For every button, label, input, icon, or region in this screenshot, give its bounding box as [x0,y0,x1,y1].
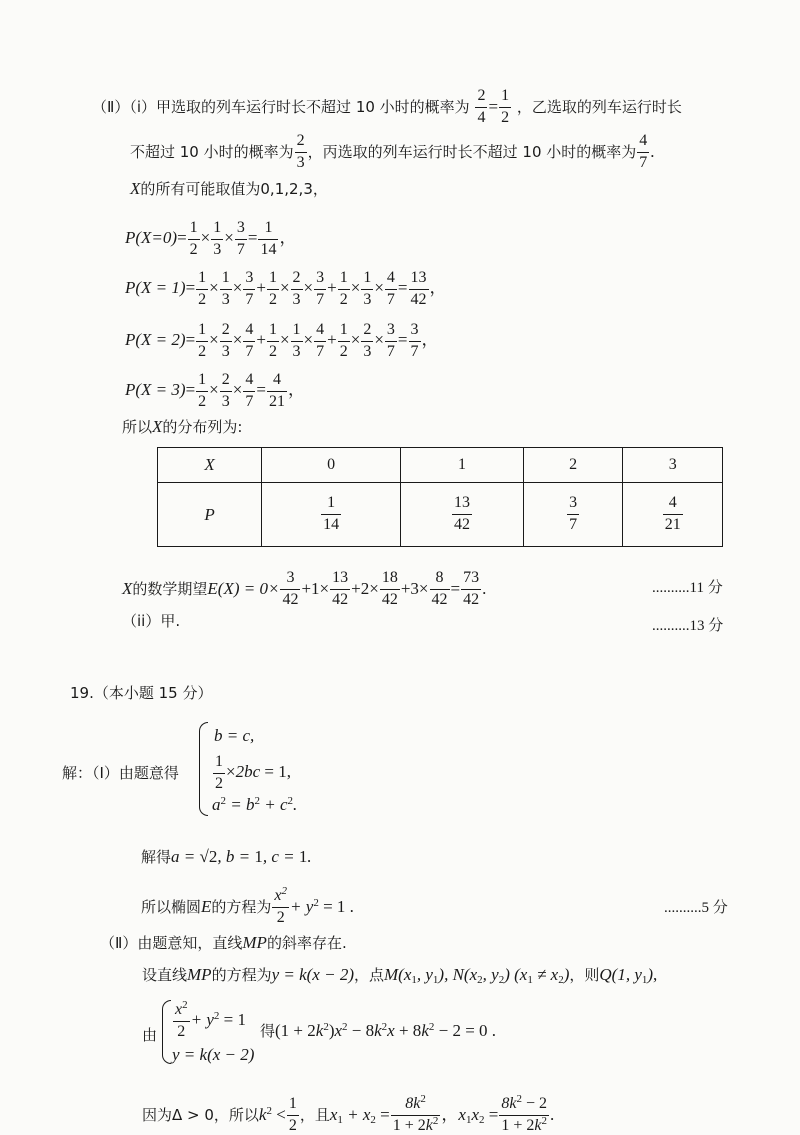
distribution-table [157,447,723,547]
table-cell-p: $\frac{13}{42}$ [401,483,524,547]
prob-x3: P(X = 3)= $\frac{1}{2}$ × $\frac{2}{3}$ × $\frac{4}{7}$ = $\frac{4}{21}$ ， [125,371,305,410]
part2-intro-text: （Ⅱ）由题意知，直线 [100,934,243,952]
part2-head-tail: ，乙选取的列车运行时长 [516,97,682,116]
part2-line2-text-b: ，丙选取的列车运行时长不超过 10 小时的概率为 [307,142,637,161]
quadratic-line: 得$(1 + 2k^2)x^2 - 8k^2x + 8k^2 - 2 = 0$ . [260,1021,497,1040]
fraction-2-3: $\frac{2}{3}$ [296,132,305,171]
part2-line2: 不超过 10 小时的概率为 $\frac{2}{3}$ ，丙选取的列车运行时长不超过 10 小时的概率为 $\frac{4}{7}$ . [130,132,655,171]
score-5: ..........5 分 [664,900,728,916]
part2-line1: （Ⅱ）（i）甲选取的列车运行时长不超过 10 小时的概率为 $\frac{2}{4}$ = $\frac{1}{2}$ ，乙选取的列车运行时长 [92,87,682,126]
table-cell-x: 2 [523,448,623,483]
dist-intro: 所以X的分布列为: [122,417,243,436]
values-text: 的所有可能取值为0,1,2,3， [140,180,328,198]
prob-x0: P(X=0)= $\frac{1}{2}$ × $\frac{1}{3}$ × $\frac{3}{7}$ = $\frac{1}{14}$ ， [125,219,297,258]
values-line: X的所有可能取值为0,1,2,3， [130,179,328,198]
discriminant-line: 因为Δ > 0，所以$k^2$ < $\frac{1}{2}$ ，且$x_1 + x_2$ = $\frac{8k^2}{1 + 2k^2}$ ，$x_1x_2$ = $\frac{8k^2 - 2}{1 + 2k^2}$ . [142,1093,555,1134]
eq-ellipse: $\frac{x^2}{2}$ + $y^2 = 1$ [175,999,246,1040]
dist-intro-text: 所以 [122,418,153,436]
system-brace [199,722,208,816]
table-cell-p: $\frac{3}{7}$ [523,483,623,547]
table-header-p: P [158,483,262,547]
get-text: 得 [260,1022,276,1040]
table-cell-x: 0 [262,448,401,483]
fraction-1-2: $\frac{1}{2}$ [501,87,510,126]
set-text-a: 设直线 [142,966,188,984]
ellipse-line: 所以椭圆E的方程为 $\frac{x^2}{2}$ + $y^2 = 1$ . [141,885,354,926]
table-row [158,448,723,483]
eq-area: $\frac{1}{2}$ ×2bc = 1, [215,753,291,792]
fraction-4-7: $\frac{4}{7}$ [639,132,648,171]
part-ii-answer: （ii）甲. [122,612,181,630]
ellipse-text-b: 的方程为 [211,897,272,916]
q19-solution-intro: 解：（Ⅰ）由题意得 [62,764,179,782]
table-header-x: X [158,448,262,483]
prob-x2: P(X = 2)= $\frac{1}{2}$ × $\frac{2}{3}$ × $\frac{4}{7}$ + $\frac{1}{2}$ × $\frac{1}{3}$ × $\frac{4}{7}$ + $\frac{1}{2}$ × $\frac{2}{3}$ × $\frac{3}{7}$ = $\frac{3}{7}$ ， [125,321,439,360]
expect-text: 的数学期望 [132,579,208,598]
set-text-d: ，则 [569,966,600,984]
ellipse-text-a: 所以椭圆 [141,897,202,916]
set-text-b: 的方程为 [211,966,272,984]
table-row [158,483,723,547]
part2-intro-tail: 的斜率存在. [266,934,347,952]
table-cell-x: 1 [401,448,524,483]
part2-head-text: （Ⅱ）（i）甲选取的列车运行时长不超过 10 小时的概率为 [92,97,470,116]
eq-abc: $a^2 = b^2 + c^2$. [212,795,298,814]
table-cell-x: 3 [623,448,723,483]
part2-intro-line: （Ⅱ）由题意知，直线MP的斜率存在. [100,933,347,952]
expectation-line: X的数学期望E(X) = 0× $\frac{3}{42}$ +1× $\frac{13}{42}$ +2× $\frac{18}{42}$ +3× $\frac{8}{42}$ = $\frac{73}{42}$ . [122,569,487,608]
solved-text: 解得 [141,848,172,866]
score-11: ..........11 分 [652,580,723,596]
q19-title: 19.（本小题 15 分） [70,684,213,702]
score-13: ..........13 分 [652,618,724,634]
because-text: 因为Δ > 0，所以 [142,1105,259,1124]
solved-line: 解得a = √2, b = 1, c = 1. [141,847,312,866]
dist-intro-tail: 的分布列为: [162,418,243,436]
prob-x1: P(X = 1)= $\frac{1}{2}$ × $\frac{1}{3}$ × $\frac{3}{7}$ + $\frac{1}{2}$ × $\frac{2}{3}$ × $\frac{3}{7}$ + $\frac{1}{2}$ × $\frac{1}{3}$ × $\frac{4}{7}$ = $\frac{13}{42}$ ， [125,269,447,308]
system2-brace [162,1000,171,1064]
set-text-c: ，点 [353,966,384,984]
eq-b-eq-c: b = c, [214,726,255,745]
table-cell-p: $\frac{1}{14}$ [262,483,401,547]
part2-line2-text-a: 不超过 10 小时的概率为 [130,142,294,161]
fraction-2-4: $\frac{2}{4}$ [477,87,486,126]
set-line-mp: 设直线MP的方程为y = k(x − 2)，点$M(x_1$, $y_1$), $N(x_2$, $y_2$) $(x_1 \ne x_2)$，则Q(1, $y_1$), [142,965,658,986]
table-cell-p: $\frac{4}{21}$ [623,483,723,547]
eq-line: y = k(x − 2) [172,1045,255,1064]
from-word: 由 [142,1026,158,1044]
and-text: ，且 [299,1105,330,1124]
